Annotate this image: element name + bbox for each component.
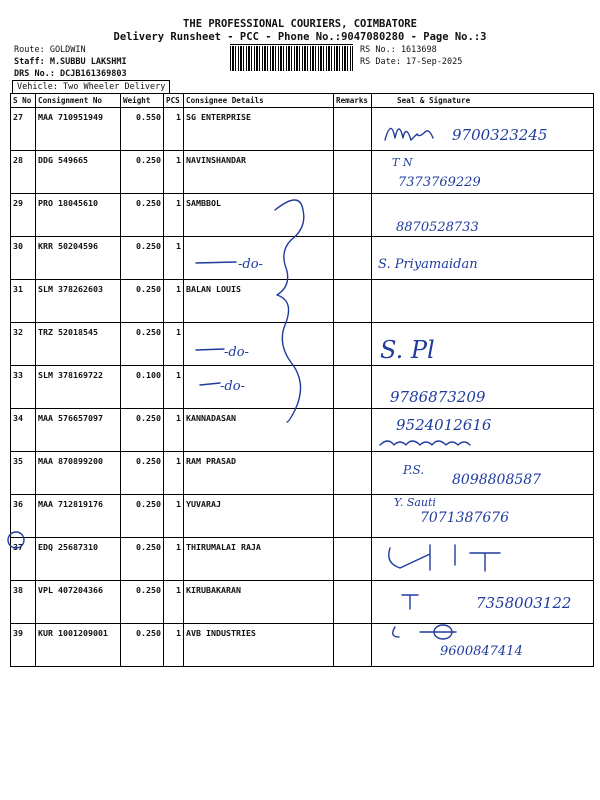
row-pcs: 1 xyxy=(164,409,184,452)
handwritten-phone: 9600847414 xyxy=(440,644,523,659)
table-row xyxy=(11,108,594,151)
row-consignee: NAVINSHANDAR xyxy=(184,151,334,194)
row-signature xyxy=(372,323,594,366)
row-consignee: KANNADASAN xyxy=(184,409,334,452)
row-pcs: 1 xyxy=(164,237,184,280)
row-consignee: KIRUBAKARAN xyxy=(184,581,334,624)
row-pcs: 1 xyxy=(164,538,184,581)
row-consignment: KRR 50204596 xyxy=(36,237,121,280)
row-consignee xyxy=(184,323,334,366)
handwritten-phone: 9786873209 xyxy=(390,388,486,406)
row-consignee: RAM PRASAD xyxy=(184,452,334,495)
row-weight: 0.250 xyxy=(121,151,164,194)
row-sno: 32 xyxy=(11,323,36,366)
row-weight: 0.250 xyxy=(121,323,164,366)
table-row xyxy=(11,581,594,624)
row-remarks xyxy=(334,323,372,366)
table-row xyxy=(11,237,594,280)
row-signature xyxy=(372,194,594,237)
row-weight: 0.250 xyxy=(121,495,164,538)
drs-number: DRS No.: DCJB161369803 xyxy=(14,69,127,79)
handwritten-phone: 7071387676 xyxy=(420,510,510,526)
handwritten-name: T N xyxy=(392,156,413,169)
table-row xyxy=(11,452,594,495)
row-pcs: 1 xyxy=(164,452,184,495)
row-pcs: 1 xyxy=(164,581,184,624)
company-title: THE PROFESSIONAL COURIERS, COIMBATORE xyxy=(183,18,417,30)
table-row xyxy=(11,409,594,452)
row-signature xyxy=(372,452,594,495)
row-consignment: TRZ 52018545 xyxy=(36,323,121,366)
ditto-mark: -do- xyxy=(220,379,245,394)
row-signature xyxy=(372,538,594,581)
row-weight: 0.250 xyxy=(121,280,164,323)
row-consignment: MAA 870899200 xyxy=(36,452,121,495)
row-consignee: SG ENTERPRISE xyxy=(184,108,334,151)
row-sno: 36 xyxy=(11,495,36,538)
row-remarks xyxy=(334,194,372,237)
rs-number: RS No.: 1613698 xyxy=(360,45,437,55)
row-signature xyxy=(372,624,594,667)
col-sno: S No xyxy=(11,94,36,108)
row-consignment: VPL 407204366 xyxy=(36,581,121,624)
handwritten-name: S. Priyamaidan xyxy=(378,257,478,272)
barcode xyxy=(230,46,353,71)
table-row xyxy=(11,366,594,409)
row-consignee xyxy=(184,237,334,280)
row-signature xyxy=(372,108,594,151)
row-consignment: MAA 576657097 xyxy=(36,409,121,452)
row-remarks xyxy=(334,624,372,667)
row-sno: 38 xyxy=(11,581,36,624)
row-signature xyxy=(372,151,594,194)
ditto-mark: -do- xyxy=(238,257,263,272)
table-row xyxy=(11,495,594,538)
table-row xyxy=(11,538,594,581)
row-weight: 0.100 xyxy=(121,366,164,409)
col-remarks: Remarks xyxy=(334,94,372,108)
row-sno: 33 xyxy=(11,366,36,409)
row-consignee: YUVARAJ xyxy=(184,495,334,538)
row-pcs: 1 xyxy=(164,323,184,366)
row-remarks xyxy=(334,237,372,280)
row-remarks xyxy=(334,495,372,538)
handwritten-phone: 8870528733 xyxy=(396,220,479,235)
col-consignment: Consignment No xyxy=(36,94,121,108)
row-weight: 0.250 xyxy=(121,624,164,667)
row-signature xyxy=(372,409,594,452)
staff-label: Staff: M.SUBBU LAKSHMI xyxy=(14,57,127,67)
table-row xyxy=(11,624,594,667)
row-pcs: 1 xyxy=(164,151,184,194)
row-consignment: SLM 378262603 xyxy=(36,280,121,323)
table-row xyxy=(11,280,594,323)
row-weight: 0.250 xyxy=(121,581,164,624)
row-signature xyxy=(372,366,594,409)
row-consignee xyxy=(184,366,334,409)
row-sno: 31 xyxy=(11,280,36,323)
table-header-row xyxy=(11,94,594,108)
row-weight: 0.250 xyxy=(121,538,164,581)
row-sno: 28 xyxy=(11,151,36,194)
table-row xyxy=(11,151,594,194)
handwritten-phone: 9524012616 xyxy=(396,416,492,434)
row-sno: 30 xyxy=(11,237,36,280)
row-pcs: 1 xyxy=(164,108,184,151)
row-weight: 0.250 xyxy=(121,409,164,452)
row-weight: 0.250 xyxy=(121,194,164,237)
row-pcs: 1 xyxy=(164,280,184,323)
handwritten-phone: 7358003122 xyxy=(476,594,572,612)
handwritten-phone: 9700323245 xyxy=(452,126,548,144)
row-pcs: 1 xyxy=(164,495,184,538)
row-pcs: 1 xyxy=(164,366,184,409)
row-sno: 29 xyxy=(11,194,36,237)
row-consignment: DDG 549665 xyxy=(36,151,121,194)
handwritten-name: S. Pl xyxy=(380,336,435,364)
row-signature xyxy=(372,495,594,538)
runsheet-table xyxy=(10,93,594,667)
row-weight: 0.250 xyxy=(121,237,164,280)
route-label: Route: GOLDWIN xyxy=(14,45,86,55)
row-weight: 0.250 xyxy=(121,452,164,495)
row-remarks xyxy=(334,409,372,452)
row-signature xyxy=(372,280,594,323)
row-remarks xyxy=(334,108,372,151)
row-pcs: 1 xyxy=(164,624,184,667)
row-pcs: 1 xyxy=(164,194,184,237)
handwritten-name: P.S. xyxy=(403,463,425,477)
table-row xyxy=(11,194,594,237)
row-remarks xyxy=(334,452,372,495)
row-consignee: BALAN LOUIS xyxy=(184,280,334,323)
handwritten-phone: 8098808587 xyxy=(452,472,542,488)
col-consignee: Consignee Details xyxy=(184,94,334,108)
row-consignee: AVB INDUSTRIES xyxy=(184,624,334,667)
row-remarks xyxy=(334,280,372,323)
row-sno: 37 xyxy=(11,538,36,581)
col-weight: Weight xyxy=(121,94,164,108)
row-sno: 39 xyxy=(11,624,36,667)
row-remarks xyxy=(334,151,372,194)
col-signature: Seal & Signature xyxy=(372,94,594,108)
row-consignee: SAMBBOL xyxy=(184,194,334,237)
table-row xyxy=(11,323,594,366)
row-remarks xyxy=(334,366,372,409)
row-sno: 27 xyxy=(11,108,36,151)
row-signature xyxy=(372,237,594,280)
rs-date: RS Date: 17-Sep-2025 xyxy=(360,57,463,67)
row-sno: 35 xyxy=(11,452,36,495)
row-weight: 0.550 xyxy=(121,108,164,151)
row-consignment: MAA 712819176 xyxy=(36,495,121,538)
row-signature xyxy=(372,581,594,624)
row-consignment: PRO 18045610 xyxy=(36,194,121,237)
handwritten-phone: 7373769229 xyxy=(398,175,481,190)
ditto-mark: -do- xyxy=(224,345,249,360)
row-sno: 34 xyxy=(11,409,36,452)
row-consignment: KUR 1001209001 xyxy=(36,624,121,667)
row-consignment: MAA 710951949 xyxy=(36,108,121,151)
vehicle-label: Vehicle: Two Wheeler Delivery xyxy=(12,80,170,93)
runsheet-subtitle: Delivery Runsheet - PCC - Phone No.:9047080280 - Page No.:3 xyxy=(113,31,487,43)
col-pcs: PCS xyxy=(164,94,184,108)
row-consignee: THIRUMALAI RAJA xyxy=(184,538,334,581)
row-remarks xyxy=(334,538,372,581)
handwritten-name: Y. Sauti xyxy=(394,496,436,509)
row-remarks xyxy=(334,581,372,624)
row-consignment: SLM 378169722 xyxy=(36,366,121,409)
row-consignment: EDQ 25687310 xyxy=(36,538,121,581)
